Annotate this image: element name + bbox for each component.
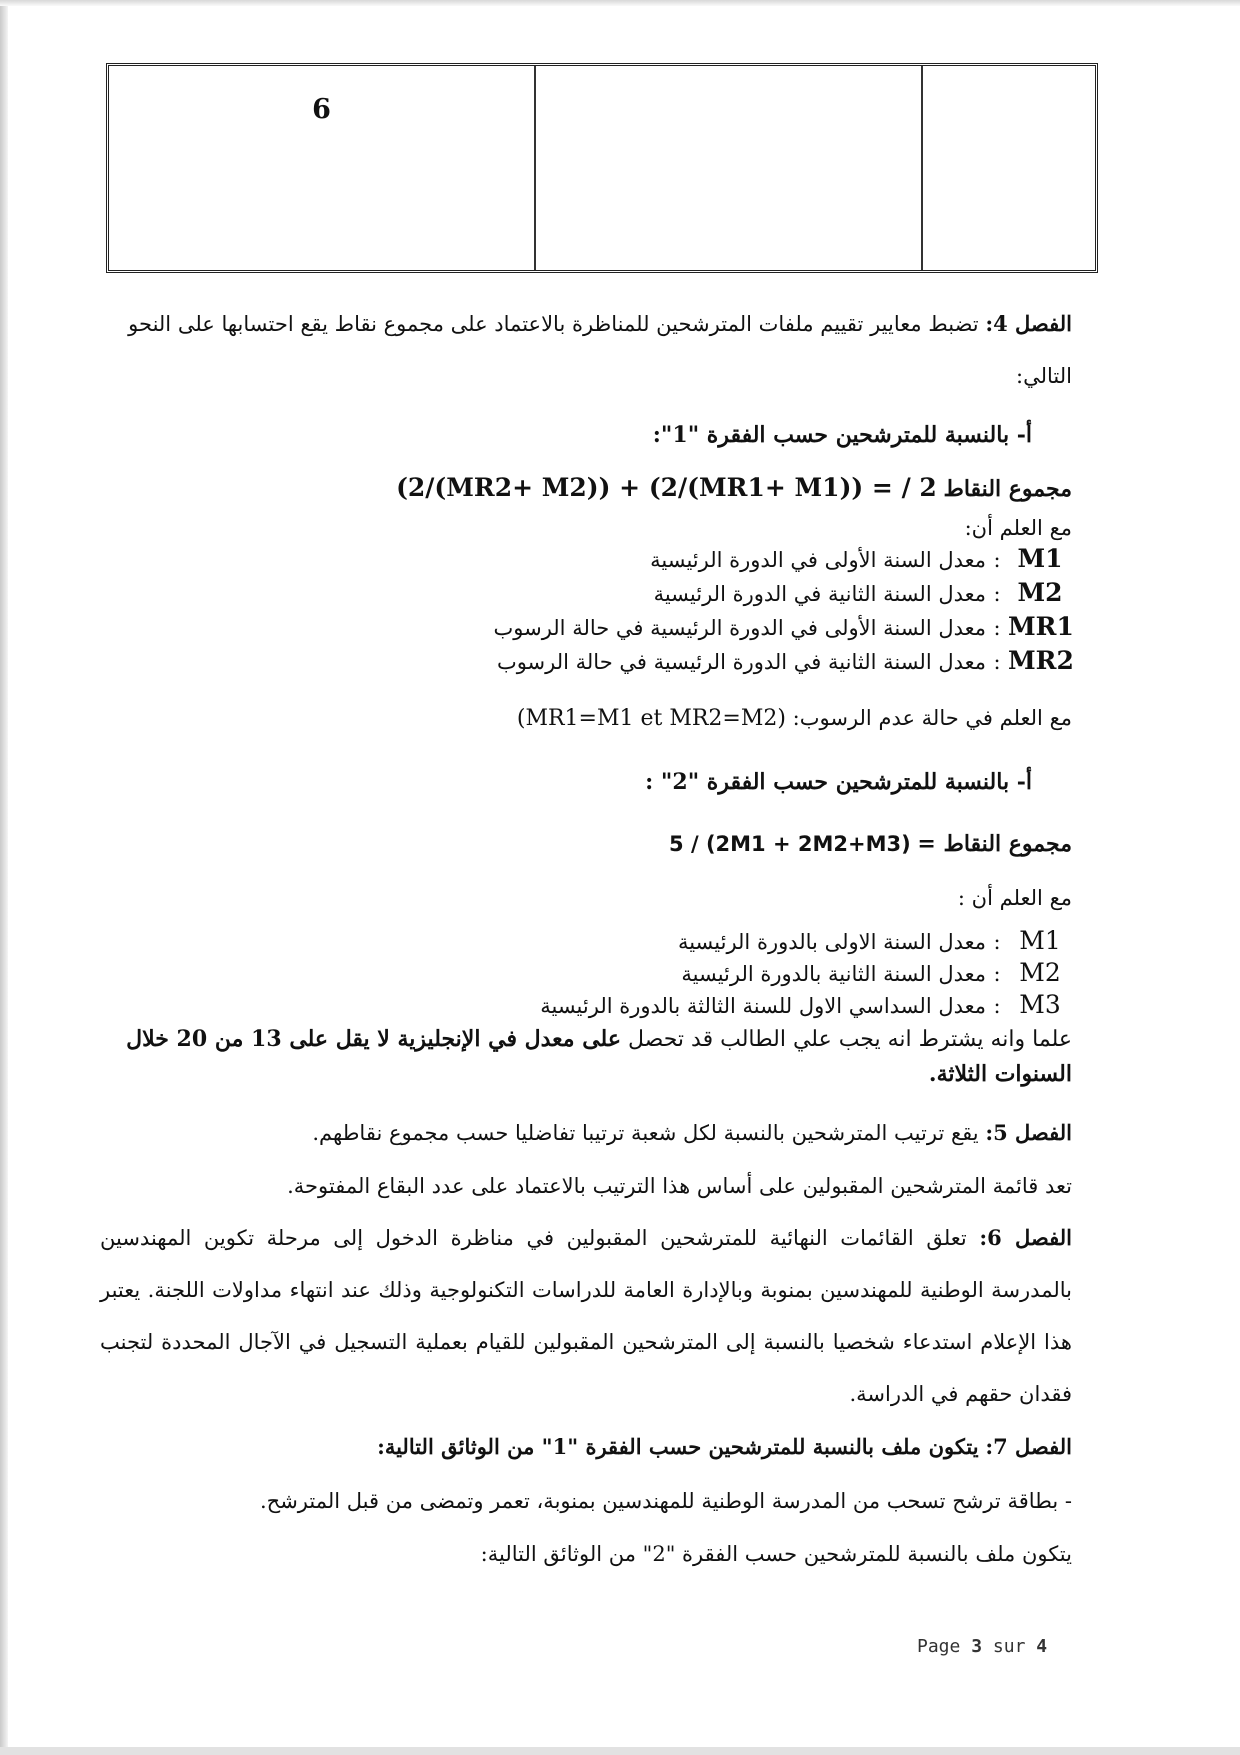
definition-text: معدل السنة الأولى في الدورة الرئيسية — [650, 548, 986, 572]
definition-row — [100, 578, 1072, 612]
section-a-formula: (2/(MR2+ M2)) + (2/(MR1+ M1)) = / 2 — [396, 473, 937, 502]
definition-text: معدل السداسي الاول للسنة الثالثة بالدورة الرئيسية — [540, 994, 986, 1018]
scan-edge-left — [0, 0, 8, 1755]
section-b-given: مع العلم أن : — [957, 886, 1072, 910]
english-condition-bold: على معدل في الإنجليزية لا يقل على 13 من 20 خلال السنوات الثلاثة. — [126, 1026, 1072, 1087]
definition-separator: : — [993, 650, 1001, 674]
section-a-given: مع العلم أن: — [964, 516, 1072, 540]
footer-page-total: 4 — [1036, 1636, 1048, 1657]
article-6 — [100, 1212, 1072, 1420]
english-condition-normal: علما وانه يشترط انه يجب علي الطالب قد تحصل — [627, 1027, 1072, 1052]
section-a-heading: أ- بالنسبة للمترشحين حسب الفقرة "1": — [652, 422, 1032, 448]
section-a-definitions — [100, 544, 1072, 680]
definition-code: M2 — [1017, 578, 1063, 607]
article-7-para-2: يتكون ملف بالنسبة للمترشحين حسب الفقرة "2" من الوثائق التالية: — [480, 1542, 1072, 1566]
section-b-definitions — [100, 926, 1072, 1022]
definition-separator: : — [993, 994, 1001, 1018]
section-b-formula-line — [100, 814, 1072, 874]
definition-row — [100, 990, 1072, 1022]
definition-text: معدل السنة الثانية في الدورة الرئيسية في حالة الرسوب — [496, 650, 986, 674]
section-a-formula-line — [100, 464, 1072, 512]
table-cell-3 — [923, 66, 1095, 270]
article-6-text: تعلق القائمات النهائية للمترشحين المقبولين في مناظرة الدخول إلى مرحلة تكوين المهندسين بالمدرسة الوطنية للمهندسين بمنوبة وبالإدارة العامة للدراسات التكنولوجية وذلك عند انتهاء مداولات اللجنة. يعتبر هذا الإعلام استدعاء شخصيا بالنسبة إلى المترشحين المقبولين للقيام بعملية التسجيل في الآجال المحددة لتجنب فقدان حقهم في الدراسة. — [100, 1226, 1072, 1406]
definition-text: معدل السنة الثانية في الدورة الرئيسية — [653, 582, 986, 606]
article-7-item-1: - بطاقة ترشح تسحب من المدرسة الوطنية للمهندسين بمنوبة، تعمر وتمضى من قبل المترشح. — [259, 1489, 1072, 1513]
footer-page-label: Page — [917, 1636, 961, 1657]
table-cell-1 — [109, 66, 536, 270]
article-5-text: يقع ترتيب المترشحين بالنسبة لكل شعبة ترتيبا تفاضليا حسب مجموع نقاطهم. — [312, 1121, 979, 1145]
definition-code: MR1 — [1008, 612, 1074, 641]
definition-text: معدل السنة الاولى بالدورة الرئيسية — [677, 930, 986, 954]
article-6-label: الفصل 6: — [979, 1225, 1072, 1250]
no-fail-note — [100, 686, 1072, 750]
article-4-label: الفصل 4: — [985, 311, 1072, 336]
definition-row — [100, 612, 1072, 646]
definition-separator: : — [993, 962, 1001, 986]
definition-text: معدل السنة الثانية بالدورة الرئيسية — [681, 962, 986, 986]
article-7 — [100, 1420, 1072, 1474]
article-5-text2: تعد قائمة المترشحين المقبولين على أساس هذا الترتيب بالاعتماد على عدد البقاع المفتوحة. — [287, 1174, 1072, 1198]
no-fail-note-label: مع العلم في حالة عدم الرسوب: — [792, 706, 1072, 730]
scan-edge-top — [0, 0, 1240, 6]
definition-separator: : — [993, 548, 1001, 572]
section-a-formula-label: مجموع النقاط — [943, 476, 1072, 502]
page-footer — [917, 1636, 1047, 1657]
section-b-formula-label: مجموع النقاط = — [917, 831, 1072, 857]
footer-sur-label: sur — [992, 1636, 1026, 1657]
section-b-heading: أ- بالنسبة للمترشحين حسب الفقرة "2" : — [645, 769, 1032, 795]
definition-row — [100, 544, 1072, 578]
article-5-label: الفصل 5: — [985, 1120, 1072, 1145]
english-condition — [100, 1022, 1072, 1092]
scan-edge-bottom — [0, 1747, 1240, 1755]
definition-row — [100, 926, 1072, 958]
footer-page-number: 3 — [971, 1636, 983, 1657]
definition-row — [100, 958, 1072, 990]
article-7-label: الفصل 7: — [985, 1434, 1072, 1459]
definition-separator: : — [993, 582, 1001, 606]
article-4-text: تضبط معايير تقييم ملفات المترشحين للمناظرة بالاعتماد على مجموع نقاط يقع احتسابها على النحو التالي: — [128, 312, 1072, 388]
top-table — [106, 63, 1098, 273]
definition-code: M2 — [1019, 958, 1061, 987]
table-cell-value: 6 — [312, 94, 331, 125]
definition-separator: : — [993, 616, 1001, 640]
no-fail-note-formula: (MR1=M1 et MR2=M2) — [516, 706, 786, 731]
article-5 — [100, 1106, 1072, 1160]
table-cell-2 — [536, 66, 923, 270]
definition-row — [100, 646, 1072, 680]
section-b-formula: 5 / (2M1 + 2M2+M3) — [669, 832, 911, 856]
definition-code: M1 — [1017, 544, 1063, 573]
definition-text: معدل السنة الأولى في الدورة الرئيسية في حالة الرسوب — [493, 616, 986, 640]
article-4 — [100, 298, 1072, 402]
document-body — [100, 298, 1072, 1580]
definition-code: MR2 — [1008, 646, 1074, 675]
definition-code: M1 — [1019, 926, 1061, 955]
definition-code: M3 — [1019, 990, 1061, 1019]
article-7-heading: يتكون ملف بالنسبة للمترشحين حسب الفقرة "1" من الوثائق التالية: — [377, 1434, 979, 1459]
definition-separator: : — [993, 930, 1001, 954]
